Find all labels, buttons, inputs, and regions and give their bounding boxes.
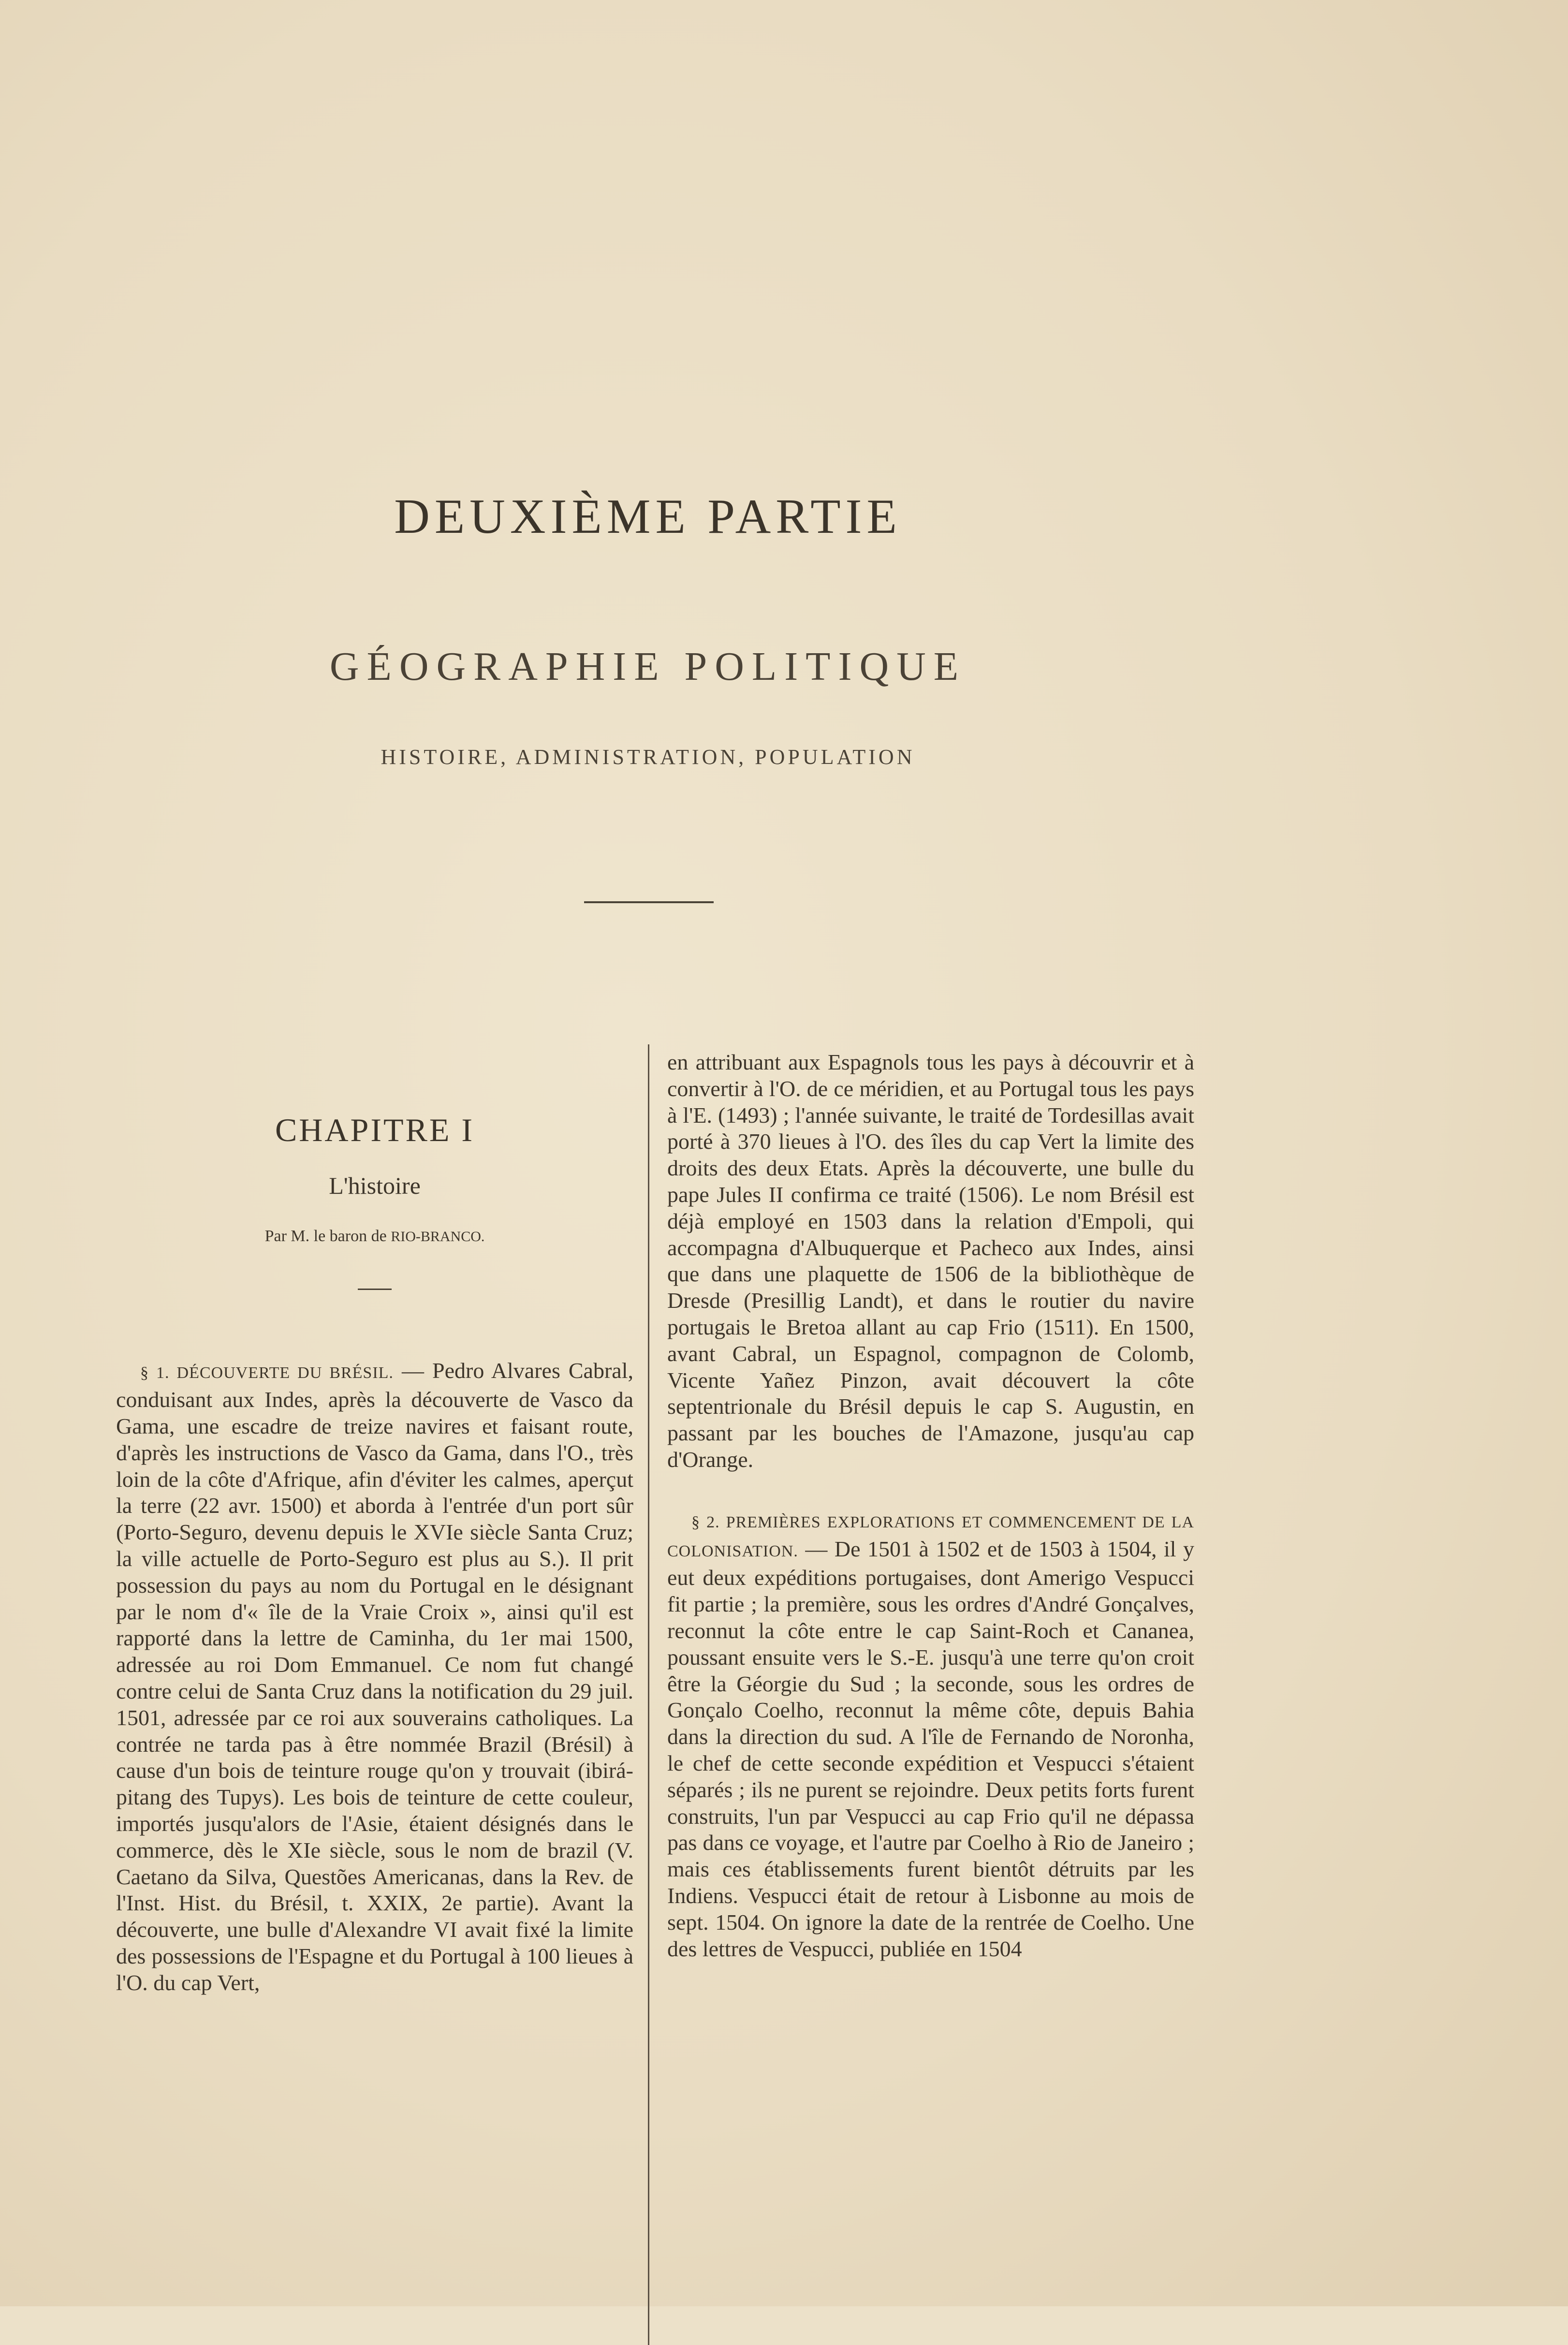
left-column [116,1083,633,1996]
chapter-author [116,1223,633,1250]
chapter-heading: CHAPITRE I [275,1112,475,1148]
section-subtitle: HISTOIRE, ADMINISTRATION, POPULATION [381,745,915,769]
column-separator [648,1044,649,2345]
title-divider [584,901,714,903]
part-title: DEUXIÈME PARTIE [394,489,902,544]
section-1-paragraph [116,1358,633,1996]
section-1-continued: en attribuant aux Espagnols tous les pays à découvrir et à convertir à l'O. de ce méridien, et au Portugal tous les pays à l'E. (1493) ; l'année suivante, le traité de Tordesillas avait porté à 370 lieues à l'O. des îles du cap Vert la limite des droits des deux Etats. Après la découverte, une bulle du pape Jules II confirma ce traité (1506). Le nom Brésil est déjà employé en 1503 dans la relation d'Empoli, qui accompagna d'Albuquerque et Pacheco aux Indes, ainsi que dans une plaquette de 1506 de la bibliothèque de Dresde (Presillig Landt), et dans le routier du navire portugais le Bretoa allant au cap Frio (1511). En 1500, avant Cabral, un Espagnol, compagnon de Colomb, Vicente Yañez Pinzon, avait découvert la côte septentrionale du Brésil depuis le cap S. Augustin, en passant par les bouches de l'Amazone, jusqu'au cap d'Orange. [667,1050,1194,1472]
right-column [667,1049,1194,1962]
author-prefix: Par M. le baron de [264,1227,387,1245]
section-2-title: § 2. PREMIÈRES EXPLORATIONS ET COMMENCEMENT DE LA COLONISATION. [667,1513,1194,1560]
section-1-title: § 1. DÉCOUVERTE DU BRÉSIL. [140,1364,394,1382]
chapter-divider [358,1289,392,1290]
section-2-text: — De 1501 à 1502 et de 1503 à 1504, il y eut deux expéditions portugaises, dont Amerigo Vespucci fit partie ; la première, sous les ordres d'André Gonçalves, reconnut la côte entre le cap Saint-Roch et Cananea, poussant ensuite vers le S.-E. jusqu'à une terre qu'on croit être la Géorgie du Sud ; la seconde, sous les ordres de Gonçalo Coelho, reconnut la même côte, depuis Bahia dans la direction du sud. A l'île de Fernando de Noronha, le chef de cette seconde expédition et Vespucci s'étaient séparés ; ils ne purent se rejoindre. Deux petits forts furent construits, l'un par Vespucci au cap Frio qu'il ne dépassa pas dans ce voyage, et l'autre par Coelho à Rio de Janeiro ; mais ces établissements furent bientôt détruits par les Indiens. Vespucci était de retour à Lisbonne au mois de sept. 1504. On ignore la date de la rentrée de Coelho. Une des lettres de Vespucci, publiée en 1504 [667,1536,1195,1961]
section-2-paragraph [667,1507,1194,1963]
section-1-text: — Pedro Alvares Cabral, conduisant aux Indes, après la découverte de Vasco da Gama, une escadre de treize navires et faisant route, d'après les instructions de Vasco da Gama, dans l'O., très loin de la côte d'Afrique, afin d'éviter les calmes, aperçut la terre (22 avr. 1500) et aborda à l'entrée d'un port sûr (Porto-Seguro, devenu depuis le XVIe siècle Santa Cruz; la ville actuelle de Porto-Seguro est plus au S.). Il prit possession du pays au nom du Portugal en le désignant par le nom d'« île de la Vraie Croix », ainsi qu'il est rapporté dans la lettre de Caminha, du 1er mai 1500, adressée au roi Dom Emmanuel. Ce nom fut changé contre celui de Santa Cruz dans la notification du 29 juil. 1501, adressée par ce roi aux souverains catholiques. La contrée ne tarda pas à être nommée Brazil (Brésil) à cause d'un bois de teinture rouge qu'on y trouvait (ibirá-pitang des Tupys). Les bois de teinture de cette couleur, importés jusqu'alors de l'Asie, étaient désignés dans le commerce, dès le XIe siècle, sous le nom de brazil (V. Caetano da Silva, Questões Americanas, dans la Rev. de l'Inst. Hist. du Brésil, t. XXIX, 2e partie). Avant la découverte, une bulle d'Alexandre VI avait fixé la limite des possessions de l'Espagne et du Portugal à 100 lieues à l'O. du cap Vert, [116,1358,633,1995]
author-name: RIO-BRANCO. [391,1228,485,1245]
chapter-subtitle: L'histoire [329,1172,421,1199]
main-title: GÉOGRAPHIE POLITIQUE [329,644,967,689]
